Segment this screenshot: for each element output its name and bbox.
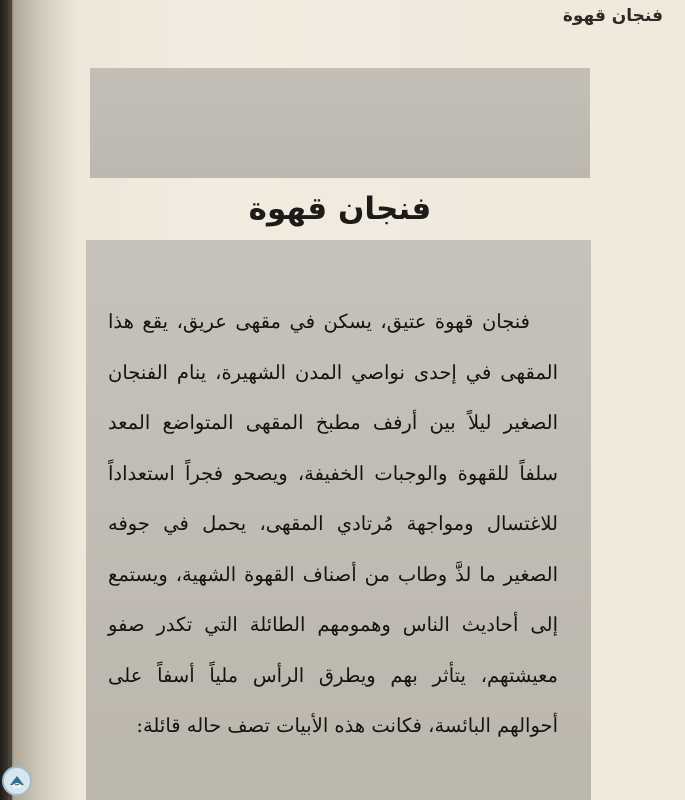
- book-spine-edge: [0, 0, 12, 800]
- chapter-header-bar: [90, 68, 590, 178]
- logo-graphic: [4, 768, 30, 794]
- chapter-title: فنجان قهوة: [248, 191, 432, 227]
- library-book-logo-icon: [2, 766, 32, 796]
- running-header: فنجان قهوة: [562, 6, 663, 26]
- body-paragraph: فنجان قهوة عتيق، يسكن في مقهى عريق، يقع هذا المقهى في إحدى نواصي المدن الشهيرة، ينام الفنجان الصغير ليلاً بين أرفف مطبخ المقهى المتواضع المعد سلفاً للقهوة والوجبات الخفيفة، ويصحو فجراً استعداداً للاغتسال ومواجهة مُرتادي المقهى، يحمل في جوفه الصغير ما لذَّ وطاب من أصناف القهوة الشهية، ويستمع إلى أحاديث الناس وهمومهم الطائلة التي تكدر صفو معيشتهم، يتأثر بهم ويطرق الرأس ملياً أسفاً على أحوالهم البائسة، فكانت هذه الأبيات تصف حاله قائلة:: [108, 310, 558, 737]
- page-curve-shadow: [8, 0, 78, 800]
- body-text-block: [108, 297, 558, 752]
